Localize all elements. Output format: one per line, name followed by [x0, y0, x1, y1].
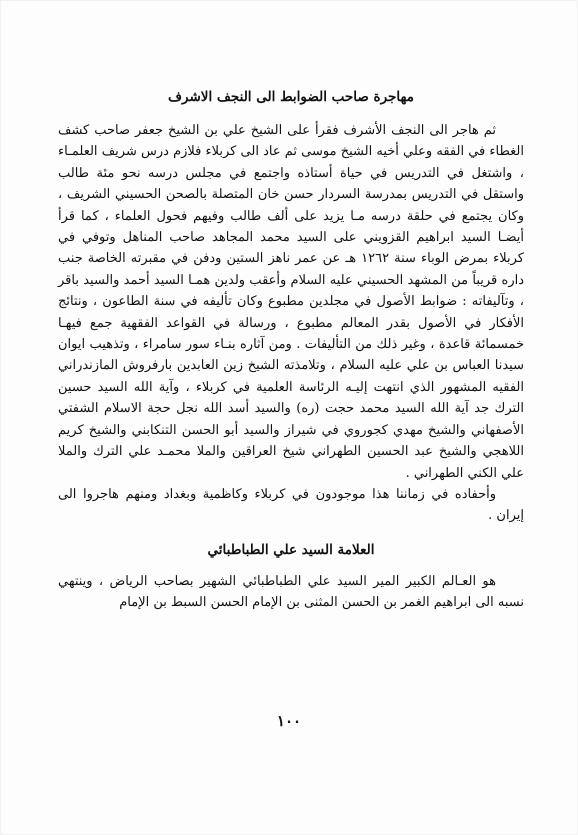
page-content — [58, 86, 524, 614]
body-paragraph-descendants: وأحفاده في زماننا هذا موجودون في كربلاء وكاظمية وبغداد ومنهم هاجروا الى إيران . — [58, 486, 524, 524]
section-heading-migration: مهاجرة صاحب الضوابط الى النجف الاشرف — [168, 89, 414, 105]
body-paragraph-tabatabai: هو العـالم الكبير المير السيد علي الطباطبائي الشهير بصاحب الرياض ، وينتهي نسبه الى ابراهيم الغمر بن الحسن المثنى بن الإمام الحسن السبط بن الإمام — [58, 573, 524, 611]
page-number: ١٠٠ — [276, 712, 302, 730]
body-paragraph-migration: ثم هاجر الى النجف الأشرف فقرأ على الشيخ علي بن الشيخ جعفر صاحب كشف الغطاء في الفقه وعلي أخيه الشيخ موسى ثم عاد الى كربلاء فلازم درس شريف العلمـاء ، واشتغل في التدريس في حياة أستاذه واجتمع في مجلس درسه نحو مئة طالب واستقل في التدريس بمدرسة السردار حسن خان المتصلة بالصحن الحسيني الشريف ، وكان يجتمع في حلقة درسه مـا يزيد على ألف طالب وفيهم فحول العلماء ، كما قرأ أيضـا السيد ابراهيم القزويني على السيد محمد المجاهد صاحب المناهل وتوفي في كربلاء بمرض الوباء سنة ١٢٦٢ هـ عن عمر ناهز الستين ودفن في مقبرته الخاصة جنب داره قريباً من المشهد الحسيني عليه السلام وأعقب ولدين همـا السيد أحمد والسيد باقر ، وتآليفاته : ضوابط الأصول في مجلدين مطبوع وكان تأليفه في سنة الطاعون ، ونتائج الأفكار في الأصول بقدر المعالم مطبوع ، ورسالة في القواعد الفقهية جمع فيهـا خمسمائة قاعدة ، وغير ذلك من التأليفات . ومن آثاره بنـاء سور سامراء ، وتذهيب ايوان سيدنا العباس بن علي عليه السلام ، وتلامذته الشيخ زين العابدين بارفروش المازندراني الفقيه المشهور الذي انتهت إليـه الرئاسة العلمية في كربلاء ، وآية الله السيد حسين الترك جد آية الله السيد محمد حجت (ره) والسيد أسد الله نجل حجة الاسلام الشفتي الأصفهاني والشيخ مهدي كجوروي في شيراز والسيد أبو الحسن التنكابني والشيخ كريم اللاهجي والشيخ عبد الحسين الطهراني شيخ العراقين والملا محمـد علي الترك والملا علي الكني الطهراني . — [58, 123, 524, 481]
section-heading-tabatabai: العلامة السيد علي الطباطبائي — [207, 541, 375, 558]
